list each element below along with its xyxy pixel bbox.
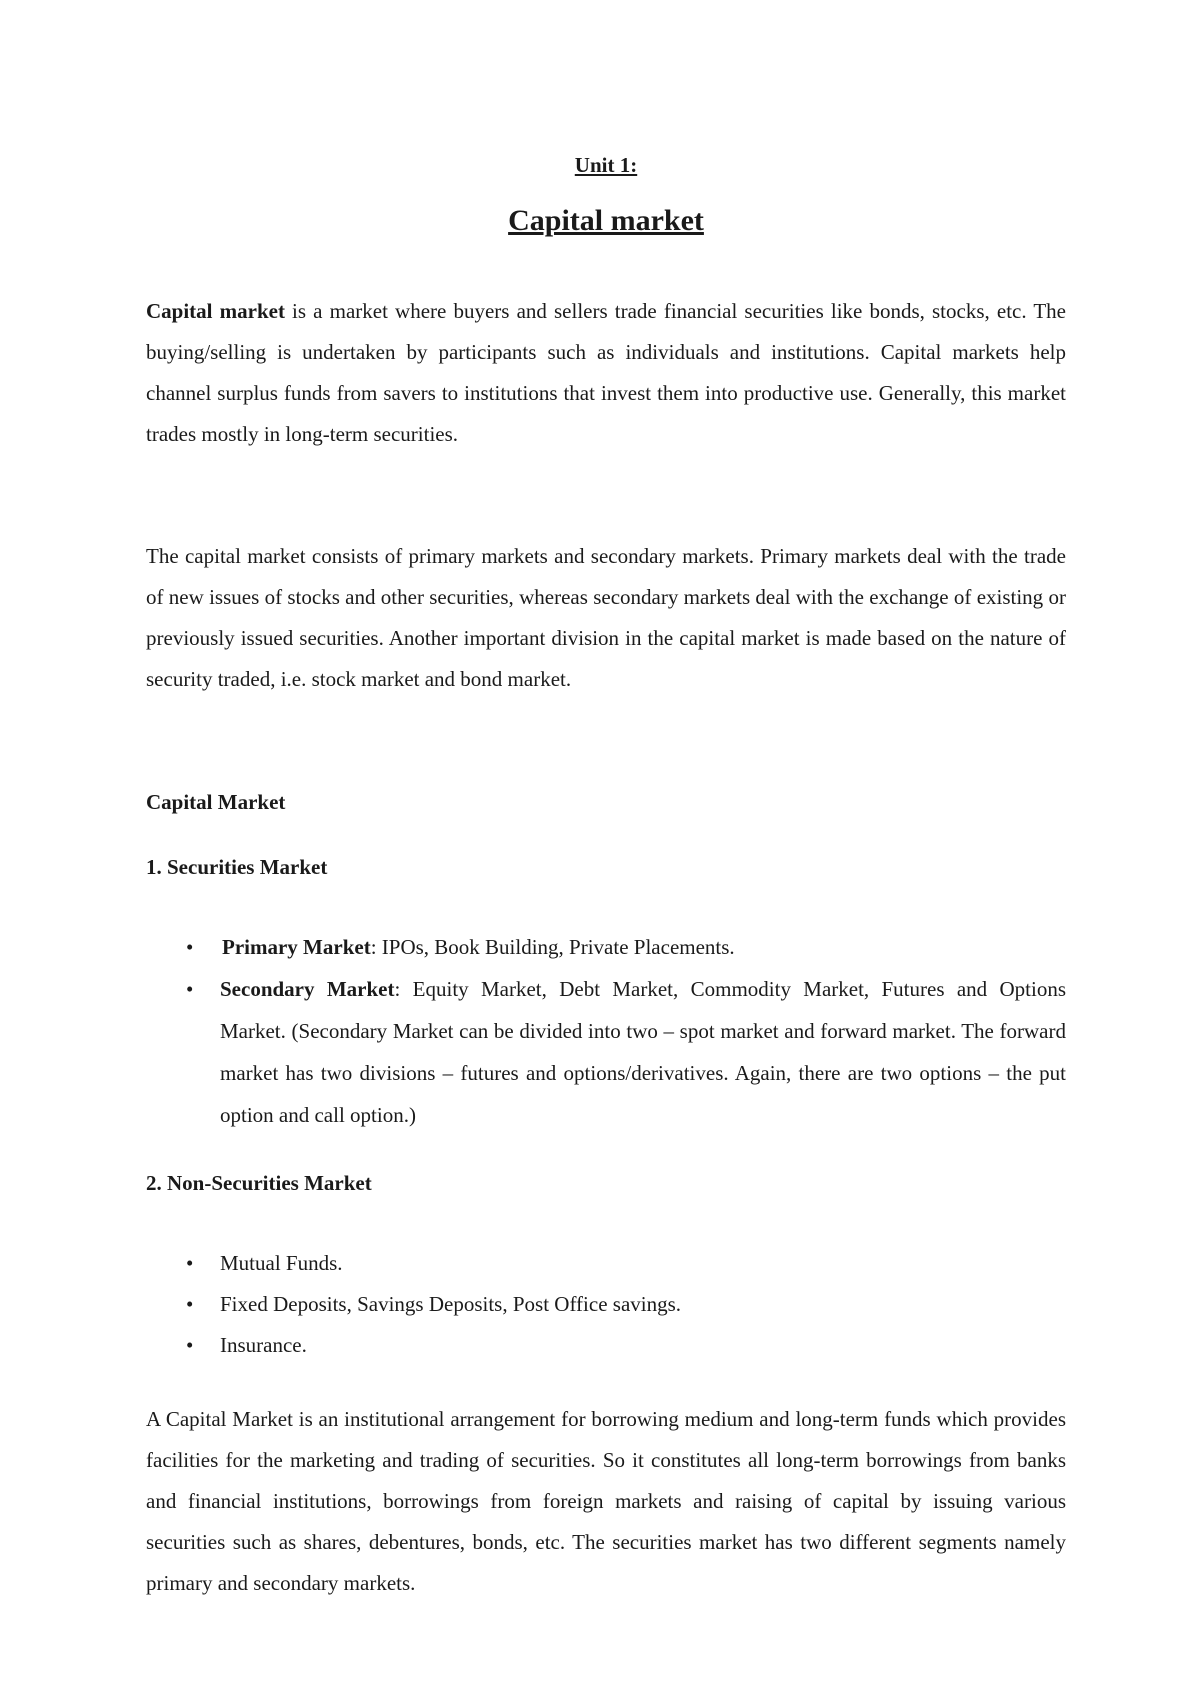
page-title: Capital market (508, 204, 704, 237)
securities-market-list (146, 926, 1066, 1136)
list-item-text: : Equity Market, Debt Market, Commodity Market, Futures and Options Market. (Secondary Market can be divided into two – spot market and forward market. The forward market has two divisions – futures and options/derivatives. Again, there are two options – the put option and call option.) (220, 977, 1067, 1127)
list-item-text: Mutual Funds. (220, 1251, 343, 1275)
list-item-text: : IPOs, Book Building, Private Placements. (370, 935, 735, 959)
bullet-icon: • (186, 1251, 194, 1275)
non-securities-market-heading: 2. Non-Securities Market (146, 1171, 372, 1195)
bullet-icon: • (186, 1292, 194, 1316)
list-item (146, 1243, 1066, 1284)
list-item-text: Insurance. (220, 1333, 307, 1357)
intro-text: is a market where buyers and sellers trade financial securities like bonds, stocks, etc. The buying/selling is undertaken by participants such as individuals and institutions. Capital markets help channel surplus funds from savers to institutions that invest them into productive use. Generally, this market trades mostly in long-term securities. (146, 299, 1066, 446)
intro-paragraph (146, 291, 1066, 455)
non-securities-market-list (146, 1243, 1066, 1366)
list-item (146, 968, 1066, 1136)
bullet-icon: • (186, 977, 194, 1001)
list-item-text: Fixed Deposits, Savings Deposits, Post Office savings. (220, 1292, 682, 1316)
list-item (146, 926, 1066, 968)
list-item (146, 1284, 1066, 1325)
paragraph-3: A Capital Market is an institutional arrangement for borrowing medium and long-term funds which provides facilities for the marketing and trading of securities. So it constitutes all long-term borrowings from banks and financial institutions, borrowings from foreign markets and raising of capital by issuing various securities such as shares, debentures, bonds, etc. The securities market has two different segments namely primary and secondary markets. (146, 1407, 1066, 1595)
securities-market-heading: 1. Securities Market (146, 855, 328, 879)
capital-market-heading: Capital Market (146, 790, 286, 814)
paragraph-2: The capital market consists of primary markets and secondary markets. Primary markets deal with the trade of new issues of stocks and other securities, whereas secondary markets deal with the exchange of existing or previously issued securities. Another important division in the capital market is made based on the nature of security traded, i.e. stock market and bond market. (146, 544, 1066, 691)
list-item-term: Secondary Market (220, 977, 395, 1001)
bullet-icon: • (186, 935, 194, 959)
list-item-term: Primary Market (222, 935, 371, 959)
intro-term: Capital market (146, 299, 285, 323)
unit-heading: Unit 1: (574, 153, 638, 177)
list-item (146, 1325, 1066, 1366)
bullet-icon: • (186, 1333, 194, 1357)
